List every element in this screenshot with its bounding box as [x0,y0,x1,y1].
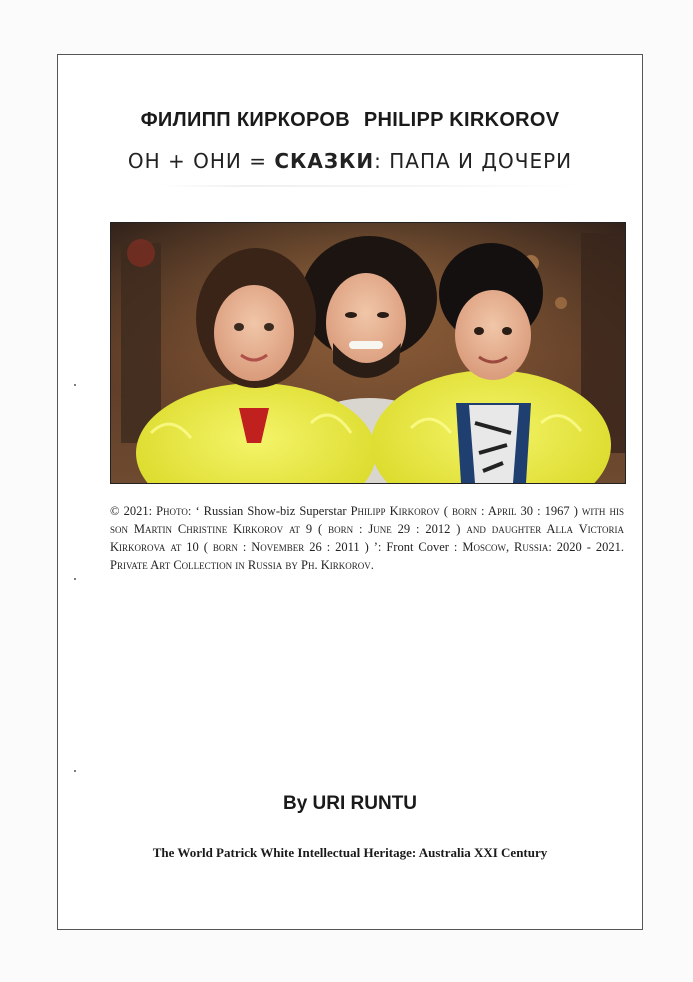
scan-speck [74,770,76,772]
page-subtitle [58,149,642,173]
family-photo-illustration [111,223,625,483]
page-title [58,109,642,132]
heritage-line: The World Patrick White Intellectual Heritage: Australia XXI Century [152,845,548,860]
subtitle-part3: : ПАПА И ДОЧЕРИ [374,149,573,173]
author-line: By URI RUNTU [282,793,418,814]
caption-part3: : ‘ Russian Show-biz Superstar [187,504,351,518]
title-english: PHILIPP KIRKOROV [363,109,560,131]
scan-speck [74,578,76,580]
cover-page [57,54,643,930]
caption-part5: ( [439,504,452,518]
photo-caption [110,502,624,574]
subtitle-part1: ОН + ОНИ = [127,149,275,173]
title-russian: ФИЛИПП КИРКОРОВ [140,109,350,131]
caption-part7: : Front Cover : [377,540,463,554]
caption-part1: © 2021: [110,504,157,518]
caption-part8: Moscow, Russia: 2020 - 2021. Private Art Collection in Russia by Ph. Kirkorov. [110,540,625,572]
caption-part4: Philipp Kirkorov [350,504,440,518]
caption-part2: Photo [156,504,188,518]
faint-scan-line [158,185,588,187]
caption-part6: born : April 30 : 1967 ) with his son Martin Christine Kirkorov at 9 ( born : June 29 : 2012 ) and daughter Alla Victoria Kirkorova at 10 ( born : November 26 : 2011 ) ’ [110,504,624,554]
subtitle-bold-word: СКАЗКИ [274,149,375,173]
family-photo [110,222,626,484]
scan-speck [74,384,76,386]
